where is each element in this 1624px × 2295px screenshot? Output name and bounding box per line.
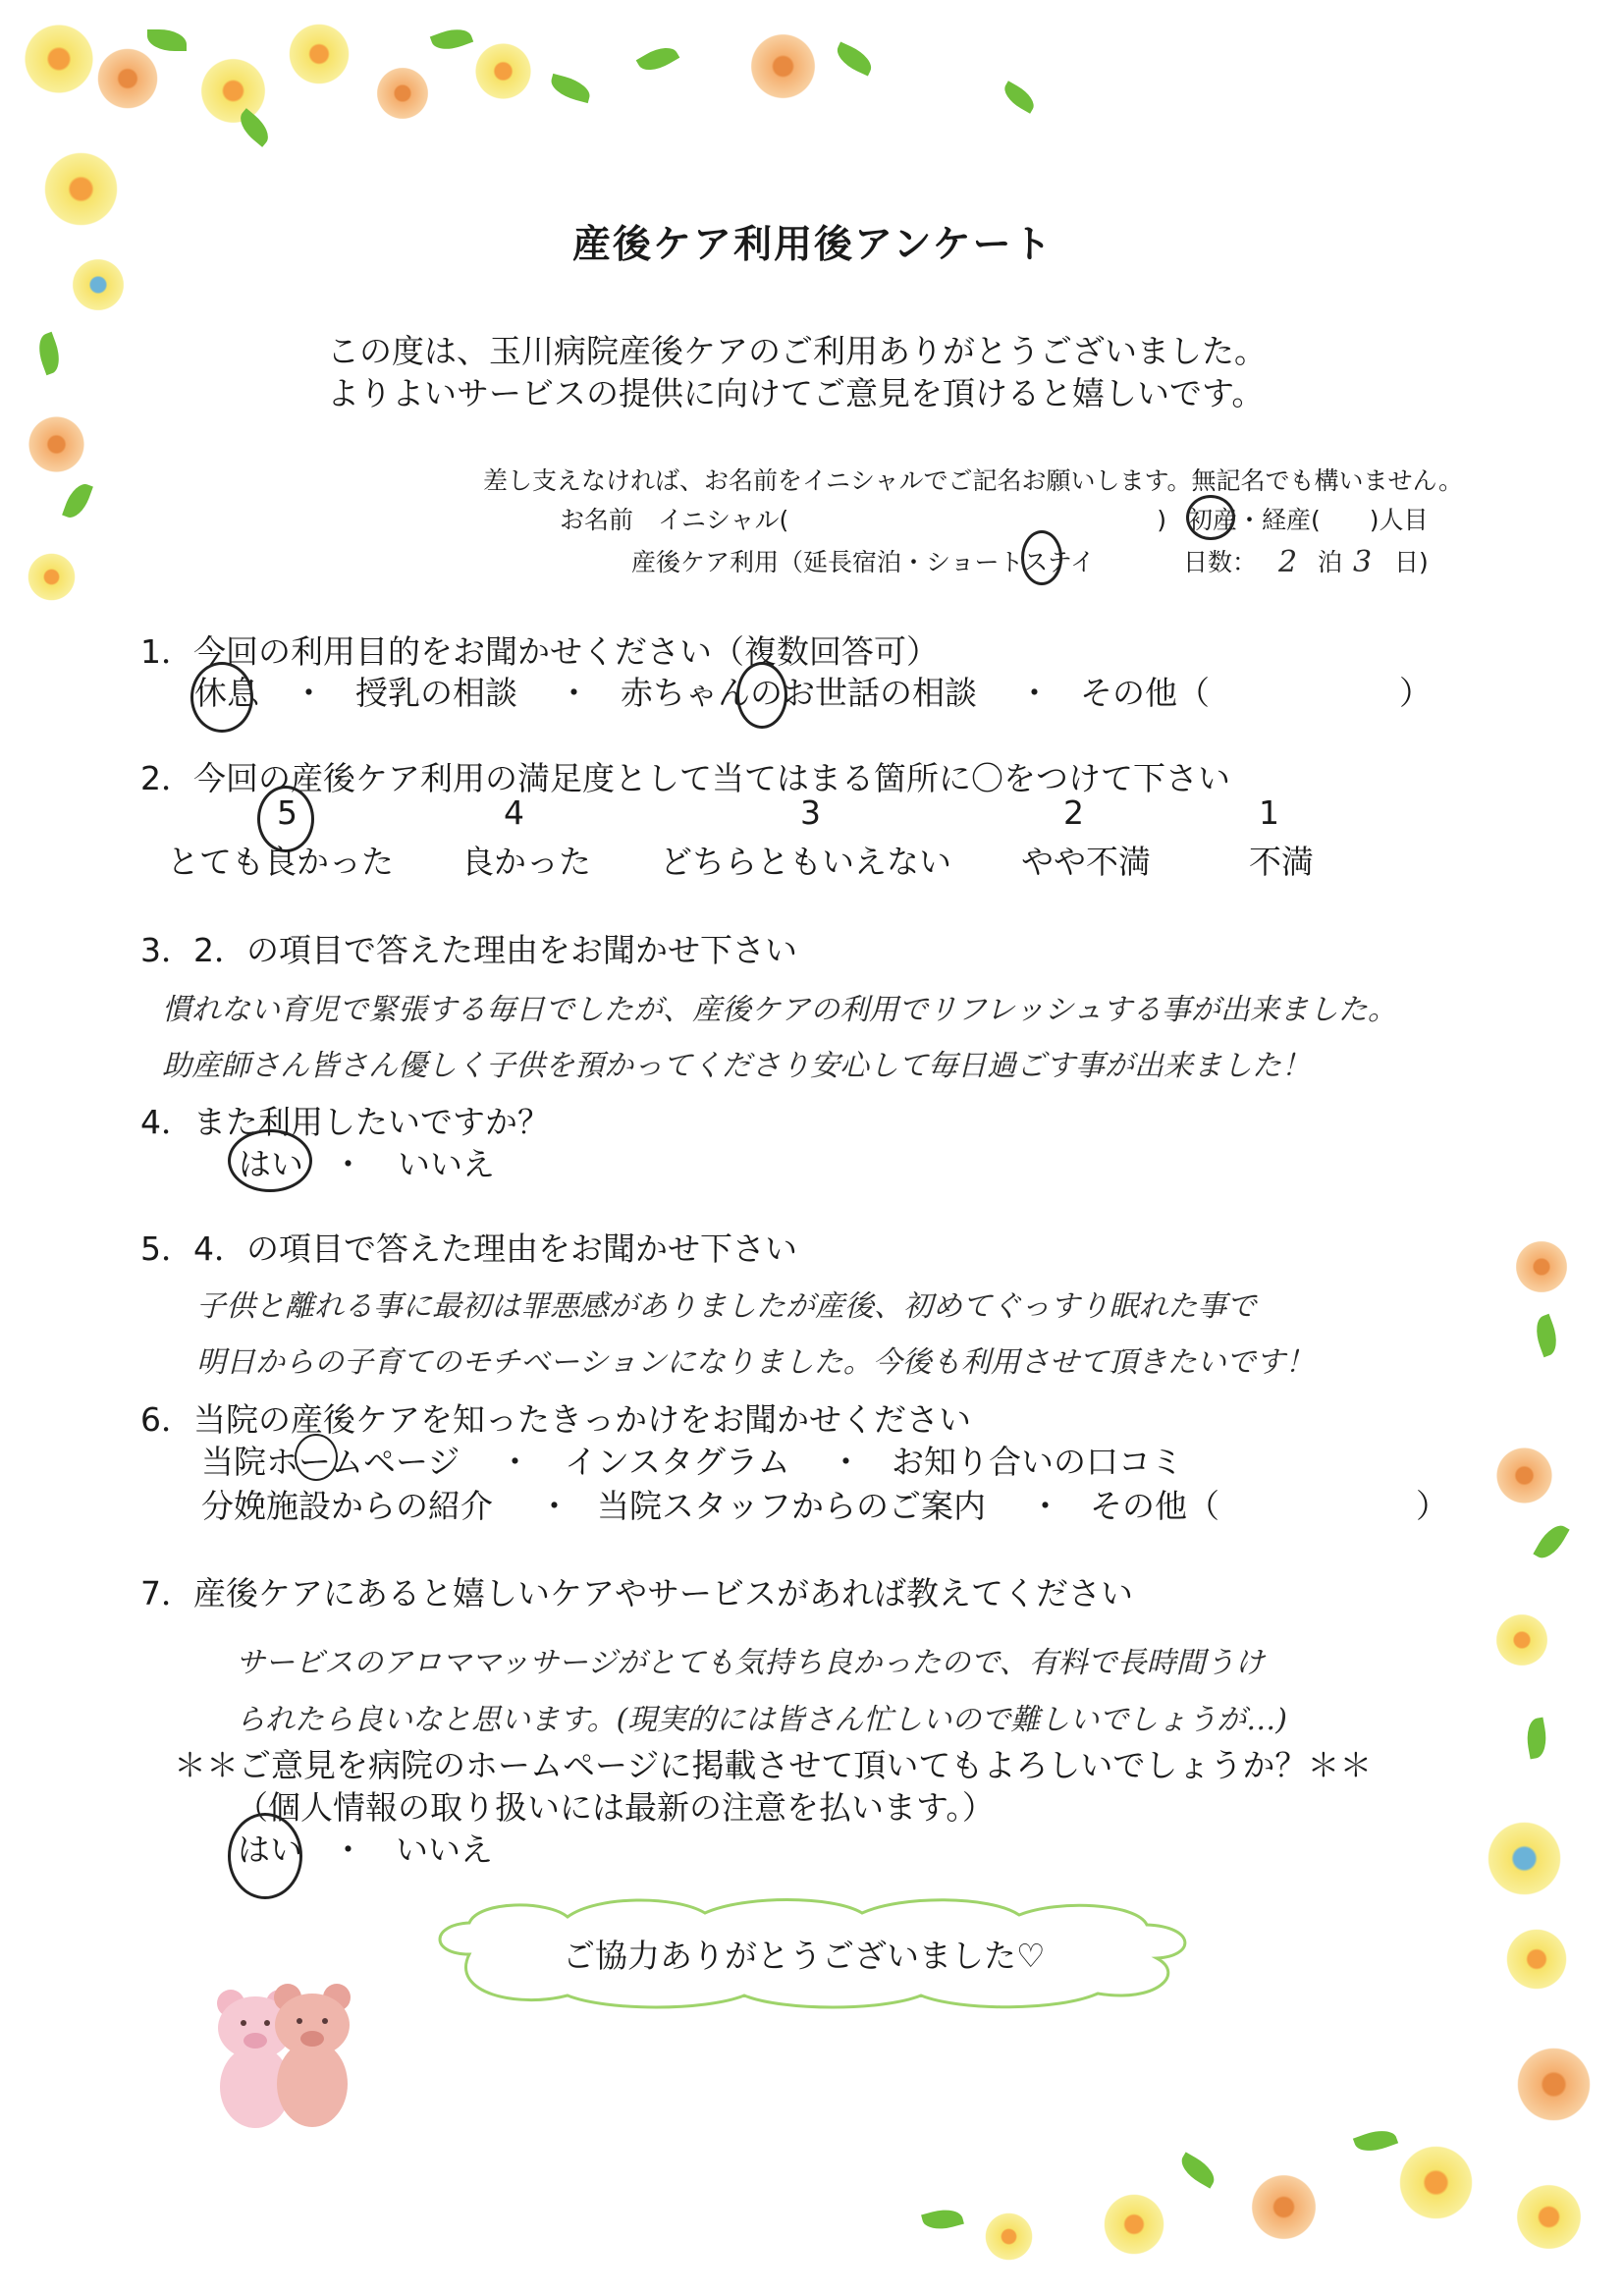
leaf-icon bbox=[636, 40, 680, 77]
usage-type-label: 産後ケア利用（延長宿泊・ショートステイ bbox=[631, 548, 1096, 576]
question-4-label: 4．また利用したいですか？ bbox=[140, 1103, 550, 1141]
flower-icon bbox=[285, 20, 353, 88]
flower-icon bbox=[1247, 2170, 1321, 2244]
q2-scale-4-text: 良かった bbox=[461, 843, 591, 881]
days-value: 3 bbox=[1353, 545, 1373, 579]
q2-scale-5-number[interactable]: 5 bbox=[277, 793, 298, 832]
thanks-message: ご協力ありがとうございました♡ bbox=[563, 1937, 1046, 1975]
flower-icon bbox=[1512, 1237, 1571, 1296]
q6-option-other[interactable]: その他（ bbox=[1090, 1487, 1219, 1525]
consent-yes-selected-circle bbox=[228, 1813, 302, 1899]
nights-unit: 泊 bbox=[1318, 548, 1343, 576]
q1-option-breastfeeding[interactable]: 授乳の相談 bbox=[355, 674, 517, 712]
flower-icon bbox=[25, 412, 88, 476]
q6-option-facility-referral[interactable]: 分娩施設からの紹介 bbox=[201, 1487, 493, 1525]
question-3-label: 3．2．の項目で答えた理由をお聞かせ下さい bbox=[140, 931, 797, 969]
days-label: 日数： bbox=[1183, 548, 1258, 576]
flower-icon bbox=[93, 44, 162, 113]
flower-icon bbox=[39, 147, 123, 231]
q2-scale-5-text: とても良かった bbox=[167, 843, 394, 881]
question-7-label: 7．産後ケアにあると嬉しいケアやサービスがあれば教えてください bbox=[140, 1574, 1133, 1612]
intro-line-2: よりよいサービスの提供に向けてご意見を頂けると嬉しいです。 bbox=[327, 374, 1265, 412]
birth-order-selected-circle bbox=[1186, 495, 1235, 540]
q1-option-other[interactable]: その他（ bbox=[1080, 674, 1210, 712]
leaf-icon bbox=[1000, 81, 1039, 114]
flower-icon bbox=[69, 255, 128, 314]
flower-icon bbox=[25, 550, 79, 604]
flower-icon bbox=[982, 2210, 1036, 2264]
flower-icon bbox=[196, 54, 270, 128]
q6-option-website[interactable]: 当院ホームページ bbox=[201, 1443, 460, 1481]
flower-icon bbox=[1492, 1444, 1556, 1507]
q4-yes-selected-circle bbox=[228, 1129, 312, 1192]
q7-answer-line-1: サービスのアロママッサージがとても気持ち良かったので、有料で長時間うけ bbox=[236, 1646, 1265, 1680]
q6-separator: ・ bbox=[499, 1443, 531, 1481]
question-5-label: 5．4．の項目で答えた理由をお聞かせ下さい bbox=[140, 1229, 797, 1268]
q2-scale-1-number[interactable]: 1 bbox=[1259, 793, 1279, 832]
q1-separator: ・ bbox=[558, 674, 590, 712]
q2-scale-3-number[interactable]: 3 bbox=[800, 793, 821, 832]
leaf-icon bbox=[33, 332, 65, 375]
leaf-icon bbox=[62, 480, 93, 522]
q6-website-selected-circle bbox=[295, 1434, 338, 1481]
q2-scale-2-number[interactable]: 2 bbox=[1063, 793, 1084, 832]
flower-icon bbox=[1512, 2180, 1586, 2254]
q2-scale-4-number[interactable]: 4 bbox=[504, 793, 524, 832]
nights-value: 2 bbox=[1278, 545, 1298, 579]
leaf-icon bbox=[147, 29, 187, 51]
teddy-bears-icon bbox=[182, 1974, 378, 2131]
flower-icon bbox=[1100, 2190, 1168, 2259]
q6-separator: ・ bbox=[830, 1443, 862, 1481]
question-6-label: 6．当院の産後ケアを知ったきっかけをお聞かせください bbox=[140, 1400, 971, 1439]
q1-separator: ・ bbox=[1018, 674, 1051, 712]
q2-scale-2-text: やや不満 bbox=[1021, 843, 1151, 881]
q6-separator: ・ bbox=[538, 1487, 570, 1525]
q6-option-instagram[interactable]: インスタグラム bbox=[565, 1443, 790, 1481]
consent-separator: ・ bbox=[332, 1831, 364, 1869]
q3-answer-line-1: 慣れない育児で緊張する毎日でしたが、産後ケアの利用でリフレッシュする事が出来ました。 bbox=[162, 993, 1397, 1027]
q2-scale-1-text: 不満 bbox=[1249, 843, 1314, 881]
leaf-icon bbox=[430, 24, 473, 55]
q7-answer-line-2: られたら良いなと思います。(現実的には皆さん忙しいので難しいでしょうが…) bbox=[236, 1703, 1288, 1737]
days-unit: 日) bbox=[1394, 548, 1429, 576]
consent-option-no[interactable]: いいえ bbox=[396, 1831, 493, 1869]
question-1-label: 1．今回の利用目的をお聞かせください（複数回答可） bbox=[140, 632, 939, 671]
leaf-icon bbox=[548, 74, 593, 103]
flower-icon bbox=[20, 20, 98, 98]
q5-answer-line-1: 子供と離れる事に最初は罪悪感がありましたが産後、初めてぐっすり眠れた事で bbox=[196, 1289, 1257, 1324]
consent-option-yes[interactable]: はい bbox=[238, 1831, 302, 1869]
flower-icon bbox=[1483, 1817, 1566, 1900]
q4-separator: ・ bbox=[332, 1145, 364, 1183]
flower-icon bbox=[373, 64, 432, 123]
q1-option-baby-care[interactable]: 赤ちゃんのお世話の相談 bbox=[621, 674, 977, 712]
flower-icon bbox=[746, 29, 820, 103]
leaf-icon bbox=[1353, 2124, 1398, 2157]
q5-answer-line-2: 明日からの子育てのモチベーションになりました。今後も利用させて頂きたいです！ bbox=[196, 1345, 1315, 1380]
q3-answer-line-2: 助産師さん皆さん優しく子供を預かってくださり安心して毎日過ごす事が出来ました！ bbox=[162, 1049, 1311, 1083]
leaf-icon bbox=[1524, 1718, 1550, 1760]
q4-option-no[interactable]: いいえ bbox=[398, 1145, 495, 1183]
consent-question: ＊＊ご意見を病院のホームページに掲載させて頂いてもよろしいでしょうか？＊＊ bbox=[174, 1746, 1373, 1784]
leaf-icon bbox=[921, 2205, 964, 2234]
leaf-icon bbox=[833, 41, 877, 76]
q6-option-staff-guidance[interactable]: 当院スタッフからのご案内 bbox=[597, 1487, 986, 1525]
usage-type-selected-circle bbox=[1021, 530, 1062, 585]
q6-separator: ・ bbox=[1029, 1487, 1061, 1525]
flower-icon bbox=[1394, 2141, 1478, 2224]
leaf-icon bbox=[1531, 1314, 1562, 1357]
q1-rest-selected-circle bbox=[190, 662, 253, 733]
q1-baby-care-selected-circle bbox=[736, 662, 787, 729]
name-field-label: お名前 イニシャル( ) bbox=[560, 506, 1167, 534]
q6-option-other-close: ） bbox=[1416, 1487, 1448, 1525]
flower-icon bbox=[1492, 1611, 1551, 1669]
leaf-icon bbox=[1176, 2152, 1220, 2188]
q1-option-rest[interactable]: 休息 bbox=[194, 674, 259, 712]
q4-option-yes[interactable]: はい bbox=[239, 1145, 303, 1183]
flower-icon bbox=[471, 39, 535, 103]
flower-icon bbox=[1502, 1925, 1571, 1994]
flower-icon bbox=[1512, 2043, 1596, 2126]
q2-scale-3-text: どちらともいえない bbox=[660, 843, 951, 881]
name-note: 差し支えなければ、お名前をイニシャルでご記名お願いします。無記名でも構いません。 bbox=[483, 466, 1464, 495]
leaf-icon bbox=[1533, 1520, 1569, 1564]
q1-option-other-close: ） bbox=[1399, 674, 1432, 712]
consent-privacy-note: （個人情報の取り扱いには最新の注意を払います。） bbox=[236, 1788, 995, 1827]
question-2-label: 2．今回の産後ケア利用の満足度として当てはまる箇所に〇をつけて下さい bbox=[140, 759, 1230, 797]
intro-line-1: この度は、玉川病院産後ケアのご利用ありがとうございました。 bbox=[327, 332, 1267, 370]
q1-separator: ・ bbox=[293, 674, 325, 712]
q6-option-word-of-mouth[interactable]: お知り合いの口コミ bbox=[892, 1443, 1183, 1481]
page-title: 産後ケア利用後アンケート bbox=[572, 223, 1054, 267]
birth-order-label: 初産・経産( )人目 bbox=[1188, 506, 1429, 534]
